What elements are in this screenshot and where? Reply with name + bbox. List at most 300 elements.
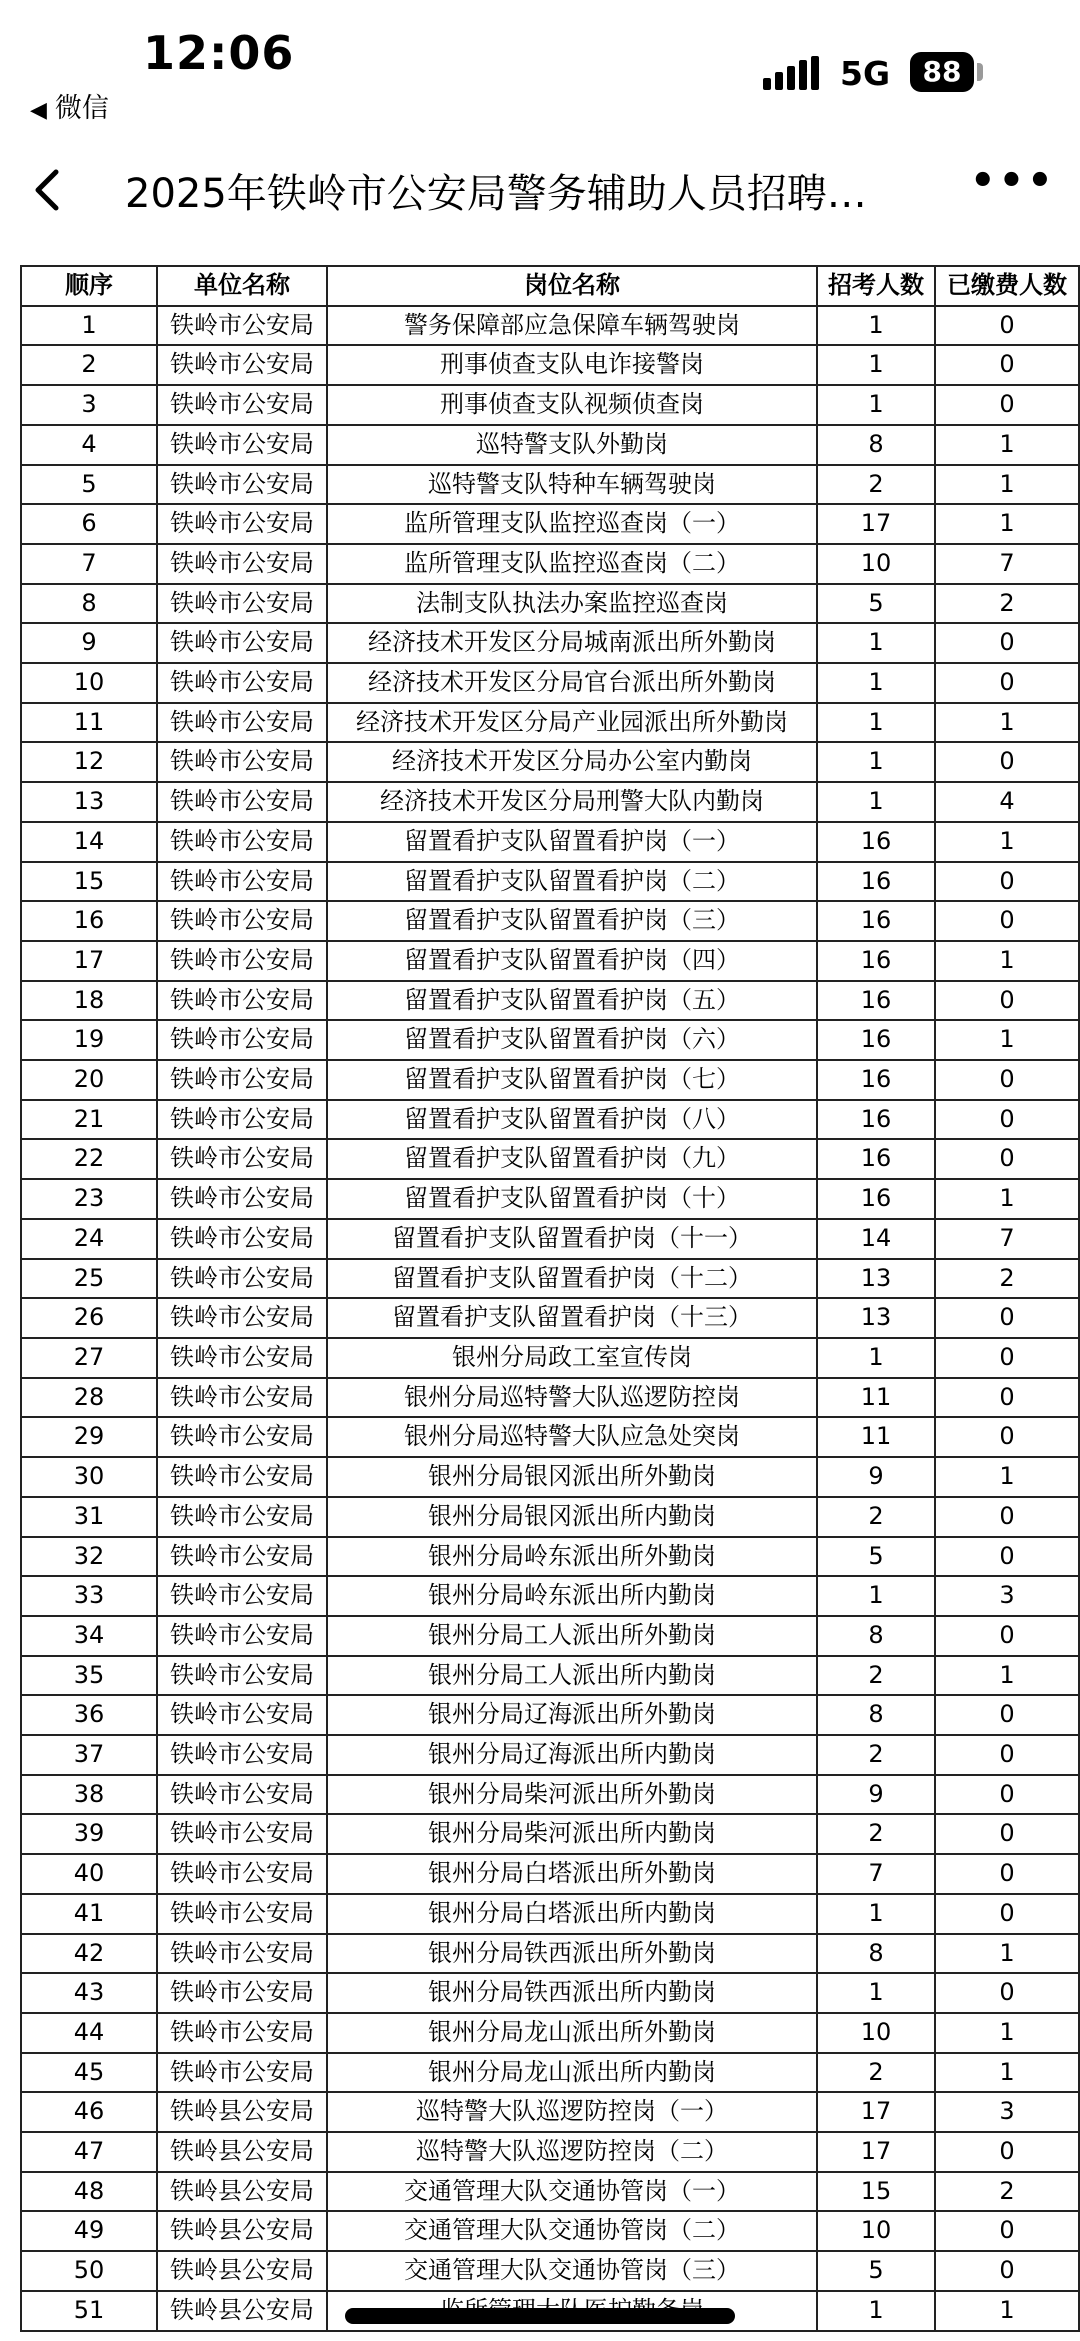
cell-unit: 铁岭县公安局 [157,2251,327,2291]
cell-position: 银州分局岭东派出所内勤岗 [327,1576,817,1616]
cell-position: 银州分局巡特警大队应急处突岗 [327,1417,817,1457]
table-row [21,1417,1079,1457]
cell-unit: 铁岭市公安局 [157,941,327,981]
cell-order: 37 [21,1735,157,1775]
cell-paid: 0 [935,663,1079,703]
cell-unit: 铁岭市公安局 [157,1656,327,1696]
cell-order: 21 [21,1100,157,1140]
cell-paid: 1 [935,425,1079,465]
cell-position: 留置看护支队留置看护岗（一） [327,822,817,862]
back-app-label: 微信 [54,93,109,124]
cell-quota: 2 [817,465,935,505]
cell-position: 留置看护支队留置看护岗（六） [327,1020,817,1060]
table-row [21,1259,1079,1299]
table-row [21,1576,1079,1616]
cell-paid: 0 [935,1298,1079,1338]
cell-paid: 1 [935,1934,1079,1974]
cell-quota: 1 [817,1894,935,1934]
cell-order: 51 [21,2291,157,2331]
cell-order: 20 [21,1060,157,1100]
table-row [21,2251,1079,2291]
cell-unit: 铁岭市公安局 [157,306,327,346]
cell-unit: 铁岭市公安局 [157,1973,327,2013]
cell-unit: 铁岭市公安局 [157,1894,327,1934]
cell-unit: 铁岭县公安局 [157,2291,327,2331]
cell-order: 48 [21,2172,157,2212]
cell-unit: 铁岭市公安局 [157,465,327,505]
nav-bar [0,150,1080,230]
table-row [21,1854,1079,1894]
cell-order: 11 [21,703,157,743]
cell-order: 36 [21,1695,157,1735]
table-row [21,1537,1079,1577]
cell-quota: 10 [817,2013,935,2053]
table-row [21,623,1079,663]
table-row [21,1060,1079,1100]
recruitment-table-container [20,265,1078,2332]
cell-order: 44 [21,2013,157,2053]
cell-order: 33 [21,1576,157,1616]
table-row [21,1100,1079,1140]
cell-quota: 1 [817,385,935,425]
cell-quota: 16 [817,1060,935,1100]
cell-unit: 铁岭市公安局 [157,1457,327,1497]
cell-order: 3 [21,385,157,425]
cell-paid: 0 [935,345,1079,385]
cell-position: 经济技术开发区分局城南派出所外勤岗 [327,623,817,663]
cell-order: 39 [21,1814,157,1854]
cell-paid: 1 [935,465,1079,505]
table-header-row [21,266,1079,306]
cell-unit: 铁岭市公安局 [157,703,327,743]
cell-unit: 铁岭市公安局 [157,1735,327,1775]
cell-quota: 1 [817,2291,935,2331]
cell-quota: 16 [817,822,935,862]
cell-paid: 0 [935,1775,1079,1815]
cell-quota: 1 [817,742,935,782]
cell-paid: 0 [935,1060,1079,1100]
cell-position: 银州分局铁西派出所内勤岗 [327,1973,817,2013]
cell-quota: 16 [817,901,935,941]
cell-paid: 0 [935,742,1079,782]
cell-position: 警务保障部应急保障车辆驾驶岗 [327,306,817,346]
cell-paid: 1 [935,822,1079,862]
cell-unit: 铁岭市公安局 [157,1417,327,1457]
cell-quota: 17 [817,2092,935,2132]
cell-position: 交通管理大队交通协管岗（二） [327,2211,817,2251]
cell-order: 10 [21,663,157,703]
cell-order: 22 [21,1139,157,1179]
cell-unit: 铁岭市公安局 [157,504,327,544]
table-row [21,1934,1079,1974]
table-row [21,385,1079,425]
cell-order: 32 [21,1537,157,1577]
table-row [21,1616,1079,1656]
cell-quota: 2 [817,1814,935,1854]
table-row [21,1378,1079,1418]
cell-position: 银州分局龙山派出所外勤岗 [327,2013,817,2053]
cell-paid: 0 [935,1735,1079,1775]
cell-unit: 铁岭市公安局 [157,345,327,385]
cell-position: 银州分局柴河派出所内勤岗 [327,1814,817,1854]
cell-quota: 1 [817,1576,935,1616]
cell-unit: 铁岭市公安局 [157,663,327,703]
cell-position: 留置看护支队留置看护岗（十三） [327,1298,817,1338]
cell-position: 留置看护支队留置看护岗（九） [327,1139,817,1179]
table-row [21,584,1079,624]
table-row [21,425,1079,465]
cell-quota: 2 [817,1497,935,1537]
cell-order: 50 [21,2251,157,2291]
cell-position: 银州分局铁西派出所外勤岗 [327,1934,817,1974]
cell-unit: 铁岭市公安局 [157,1179,327,1219]
cell-order: 34 [21,1616,157,1656]
table-row [21,822,1079,862]
table-row [21,1695,1079,1735]
cell-position: 经济技术开发区分局官台派出所外勤岗 [327,663,817,703]
table-row [21,1298,1079,1338]
cell-order: 29 [21,1417,157,1457]
cell-paid: 2 [935,1259,1079,1299]
header-quota: 招考人数 [817,266,935,306]
cell-paid: 1 [935,941,1079,981]
cell-position: 银州分局巡特警大队巡逻防控岗 [327,1378,817,1418]
cell-quota: 14 [817,1219,935,1259]
table-row [21,1775,1079,1815]
cell-quota: 2 [817,1656,935,1696]
battery-level: 88 [922,55,962,88]
cell-paid: 3 [935,1576,1079,1616]
cell-position: 留置看护支队留置看护岗（三） [327,901,817,941]
cell-position: 留置看护支队留置看护岗（四） [327,941,817,981]
cell-order: 26 [21,1298,157,1338]
table-row [21,1020,1079,1060]
cell-position: 银州分局辽海派出所内勤岗 [327,1735,817,1775]
cell-order: 38 [21,1775,157,1815]
back-to-app-link[interactable] [30,86,109,125]
cell-position: 经济技术开发区分局办公室内勤岗 [327,742,817,782]
cell-quota: 1 [817,703,935,743]
cell-position: 刑事侦查支队视频侦查岗 [327,385,817,425]
cell-paid: 7 [935,1219,1079,1259]
cell-unit: 铁岭市公安局 [157,1378,327,1418]
header-unit: 单位名称 [157,266,327,306]
cell-paid: 0 [935,1616,1079,1656]
table-row [21,2211,1079,2251]
cell-unit: 铁岭市公安局 [157,1298,327,1338]
cell-position: 银州分局岭东派出所外勤岗 [327,1537,817,1577]
cell-quota: 8 [817,1616,935,1656]
cell-position: 留置看护支队留置看护岗（二） [327,862,817,902]
table-row [21,2053,1079,2093]
table-row [21,504,1079,544]
cell-position: 刑事侦查支队电诈接警岗 [327,345,817,385]
cell-order: 7 [21,544,157,584]
cell-position: 留置看护支队留置看护岗（五） [327,981,817,1021]
cell-order: 4 [21,425,157,465]
cell-quota: 1 [817,782,935,822]
table-row [21,1894,1079,1934]
cell-paid: 0 [935,2211,1079,2251]
cell-position: 留置看护支队留置看护岗（七） [327,1060,817,1100]
cell-quota: 1 [817,663,935,703]
cell-paid: 0 [935,981,1079,1021]
battery-icon [910,52,974,92]
cell-unit: 铁岭县公安局 [157,2211,327,2251]
cell-paid: 0 [935,1894,1079,1934]
network-type: 5G [840,54,891,93]
cell-paid: 0 [935,1378,1079,1418]
table-body [21,306,1079,2331]
cell-position: 巡特警支队特种车辆驾驶岗 [327,465,817,505]
recruitment-table [20,265,1080,2332]
cell-unit: 铁岭市公安局 [157,2053,327,2093]
cell-order: 24 [21,1219,157,1259]
cell-quota: 10 [817,2211,935,2251]
cell-quota: 9 [817,1775,935,1815]
table-row [21,2172,1079,2212]
cell-paid: 0 [935,862,1079,902]
cell-unit: 铁岭市公安局 [157,742,327,782]
cell-unit: 铁岭县公安局 [157,2172,327,2212]
cell-unit: 铁岭县公安局 [157,2092,327,2132]
cell-order: 13 [21,782,157,822]
cell-position: 留置看护支队留置看护岗（十一） [327,1219,817,1259]
cell-quota: 5 [817,584,935,624]
cell-paid: 0 [935,1338,1079,1378]
cell-order: 47 [21,2132,157,2172]
back-triangle-icon: ◀ [30,98,47,123]
cell-paid: 0 [935,1100,1079,1140]
cell-paid: 0 [935,306,1079,346]
cell-paid: 2 [935,2172,1079,2212]
cell-position: 银州分局银冈派出所外勤岗 [327,1457,817,1497]
cell-position: 留置看护支队留置看护岗（十） [327,1179,817,1219]
cell-order: 31 [21,1497,157,1537]
cell-order: 8 [21,584,157,624]
table-row [21,901,1079,941]
header-order: 顺序 [21,266,157,306]
redaction-bar [345,2308,735,2324]
cell-paid: 0 [935,1695,1079,1735]
table-row [21,1735,1079,1775]
cell-position: 巡特警大队巡逻防控岗（一） [327,2092,817,2132]
table-row [21,703,1079,743]
cell-position: 巡特警大队巡逻防控岗（二） [327,2132,817,2172]
table-row [21,742,1079,782]
cell-paid: 1 [935,703,1079,743]
cell-quota: 16 [817,1139,935,1179]
cell-quota: 1 [817,306,935,346]
cell-unit: 铁岭市公安局 [157,1775,327,1815]
cell-position: 银州分局政工室宣传岗 [327,1338,817,1378]
cell-unit: 铁岭市公安局 [157,1139,327,1179]
cell-position: 银州分局银冈派出所内勤岗 [327,1497,817,1537]
cell-unit: 铁岭市公安局 [157,1219,327,1259]
cell-order: 9 [21,623,157,663]
cell-order: 6 [21,504,157,544]
back-chevron-icon[interactable] [30,168,66,212]
header-position: 岗位名称 [327,266,817,306]
cell-paid: 0 [935,2132,1079,2172]
cell-quota: 17 [817,2132,935,2172]
cell-unit: 铁岭市公安局 [157,425,327,465]
cell-unit: 铁岭市公安局 [157,544,327,584]
cell-quota: 8 [817,1934,935,1974]
table-row [21,663,1079,703]
cell-order: 49 [21,2211,157,2251]
cell-order: 40 [21,1854,157,1894]
cell-order: 41 [21,1894,157,1934]
cell-unit: 铁岭市公安局 [157,1338,327,1378]
cell-paid: 4 [935,782,1079,822]
cell-paid: 1 [935,504,1079,544]
table-row [21,1338,1079,1378]
table-row [21,1497,1079,1537]
cell-unit: 铁岭市公安局 [157,1060,327,1100]
cell-order: 17 [21,941,157,981]
cell-unit: 铁岭市公安局 [157,862,327,902]
cell-unit: 铁岭市公安局 [157,2013,327,2053]
cell-position: 监所管理支队监控巡查岗（二） [327,544,817,584]
cell-unit: 铁岭市公安局 [157,1616,327,1656]
cell-unit: 铁岭市公安局 [157,822,327,862]
table-row [21,345,1079,385]
page-title: 2025年铁岭市公安局警务辅助人员招聘… [125,171,867,217]
table-row [21,1814,1079,1854]
table-row [21,1973,1079,2013]
cell-quota: 11 [817,1378,935,1418]
cell-quota: 15 [817,2172,935,2212]
cell-position: 经济技术开发区分局刑警大队内勤岗 [327,782,817,822]
cell-order: 45 [21,2053,157,2093]
table-row [21,1179,1079,1219]
cell-quota: 13 [817,1259,935,1299]
status-bar [0,0,1080,130]
cell-paid: 0 [935,2251,1079,2291]
cell-order: 15 [21,862,157,902]
cell-position: 留置看护支队留置看护岗（八） [327,1100,817,1140]
cell-position: 银州分局工人派出所外勤岗 [327,1616,817,1656]
cell-paid: 0 [935,1139,1079,1179]
cell-order: 27 [21,1338,157,1378]
cell-quota: 11 [817,1417,935,1457]
cell-paid: 0 [935,901,1079,941]
cell-unit: 铁岭市公安局 [157,385,327,425]
cell-paid: 0 [935,623,1079,663]
cell-paid: 0 [935,1537,1079,1577]
cell-quota: 16 [817,1100,935,1140]
table-row [21,981,1079,1021]
cell-position: 银州分局龙山派出所内勤岗 [327,2053,817,2093]
cell-unit: 铁岭市公安局 [157,623,327,663]
cell-order: 23 [21,1179,157,1219]
cell-unit: 铁岭市公安局 [157,1497,327,1537]
cell-unit: 铁岭市公安局 [157,1537,327,1577]
cell-quota: 1 [817,345,935,385]
cell-unit: 铁岭县公安局 [157,2132,327,2172]
cell-order: 30 [21,1457,157,1497]
cell-position: 交通管理大队交通协管岗（三） [327,2251,817,2291]
cell-order: 35 [21,1656,157,1696]
table-row [21,1219,1079,1259]
cell-position: 法制支队执法办案监控巡查岗 [327,584,817,624]
cell-quota: 17 [817,504,935,544]
cell-paid: 0 [935,1973,1079,2013]
table-row [21,862,1079,902]
cell-order: 12 [21,742,157,782]
cell-position: 留置看护支队留置看护岗（十二） [327,1259,817,1299]
cell-order: 43 [21,1973,157,2013]
cell-paid: 3 [935,2092,1079,2132]
cell-position: 银州分局白塔派出所内勤岗 [327,1894,817,1934]
cell-unit: 铁岭市公安局 [157,1814,327,1854]
cell-unit: 铁岭市公安局 [157,901,327,941]
cell-unit: 铁岭市公安局 [157,584,327,624]
cell-paid: 1 [935,2013,1079,2053]
cell-quota: 7 [817,1854,935,1894]
cell-position: 监所管理支队监控巡查岗（一） [327,504,817,544]
cell-paid: 1 [935,2291,1079,2331]
cell-order: 25 [21,1259,157,1299]
cell-order: 2 [21,345,157,385]
table-row [21,1139,1079,1179]
cell-quota: 16 [817,862,935,902]
table-row [21,465,1079,505]
cell-order: 16 [21,901,157,941]
cell-position: 银州分局辽海派出所外勤岗 [327,1695,817,1735]
header-paid: 已缴费人数 [935,266,1079,306]
cell-quota: 16 [817,981,935,1021]
cell-unit: 铁岭市公安局 [157,1259,327,1299]
cell-position: 交通管理大队交通协管岗（一） [327,2172,817,2212]
table-row [21,782,1079,822]
cell-unit: 铁岭市公安局 [157,782,327,822]
table-row [21,544,1079,584]
cell-order: 28 [21,1378,157,1418]
table-row [21,306,1079,346]
cell-quota: 5 [817,1537,935,1577]
cell-quota: 8 [817,425,935,465]
cell-paid: 1 [935,2053,1079,2093]
cell-position: 银州分局柴河派出所外勤岗 [327,1775,817,1815]
status-time: 12:06 [143,26,295,80]
signal-icon [763,56,823,90]
cell-paid: 7 [935,544,1079,584]
cell-quota: 1 [817,1338,935,1378]
cell-paid: 0 [935,1417,1079,1457]
battery-tip [977,63,983,81]
cell-paid: 1 [935,1457,1079,1497]
cell-quota: 2 [817,2053,935,2093]
cell-quota: 9 [817,1457,935,1497]
cell-paid: 0 [935,1854,1079,1894]
cell-position: 银州分局工人派出所内勤岗 [327,1656,817,1696]
cell-order: 1 [21,306,157,346]
cell-quota: 1 [817,623,935,663]
cell-position: 银州分局白塔派出所外勤岗 [327,1854,817,1894]
more-options-button[interactable]: ••• [970,158,1056,204]
cell-paid: 2 [935,584,1079,624]
cell-unit: 铁岭市公安局 [157,1576,327,1616]
cell-unit: 铁岭市公安局 [157,1100,327,1140]
cell-quota: 16 [817,1179,935,1219]
cell-paid: 1 [935,1179,1079,1219]
cell-order: 14 [21,822,157,862]
table-row [21,2132,1079,2172]
table-row [21,1656,1079,1696]
cell-quota: 16 [817,1020,935,1060]
